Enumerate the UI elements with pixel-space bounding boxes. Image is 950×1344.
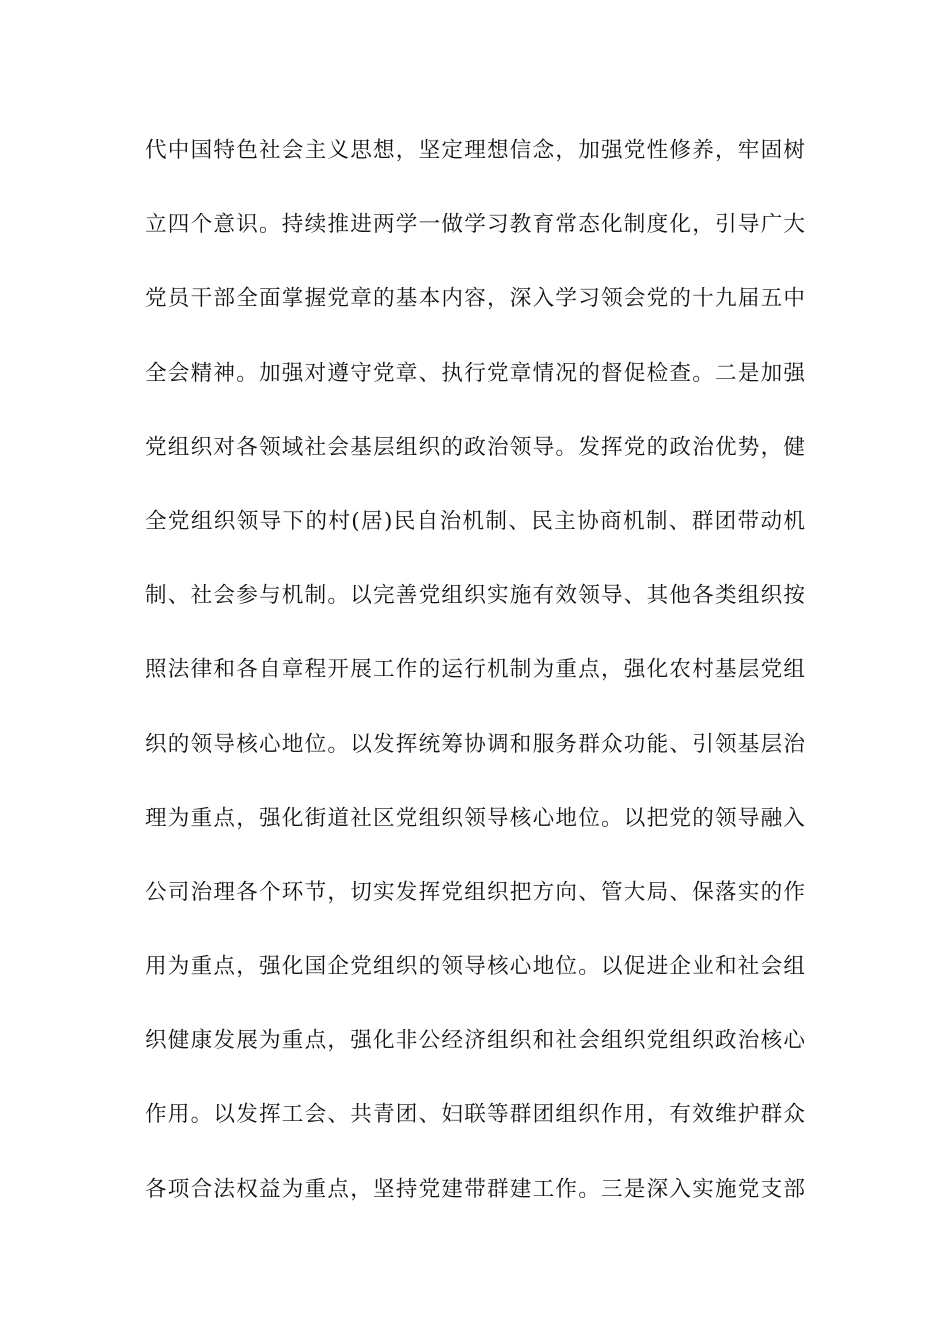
text-line-7: 制、社会参与机制。以完善党组织实施有效领导、其他各类组织按 xyxy=(145,583,805,609)
text-line-4: 全会精神。加强对遵守党章、执行党章情况的督促检查。二是加强 xyxy=(145,360,805,386)
text-line-14: 作用。以发挥工会、共青团、妇联等群团组织作用，有效维护群众 xyxy=(145,1102,805,1128)
text-line-5: 党组织对各领域社会基层组织的政治领导。发挥党的政治优势，健 xyxy=(145,434,805,460)
text-line-12: 用为重点，强化国企党组织的领导核心地位。以促进企业和社会组 xyxy=(145,954,805,980)
text-line-1: 代中国特色社会主义思想，坚定理想信念，加强党性修养，牢固树 xyxy=(145,138,805,163)
text-line-15: 各项合法权益为重点，坚持党建带群建工作。三是深入实施党支部 xyxy=(145,1176,805,1202)
text-line-3: 党员干部全面掌握党章的基本内容，深入学习领会党的十九届五中 xyxy=(145,286,805,312)
body-text xyxy=(145,131,805,1210)
text-line-10: 理为重点，强化街道社区党组织领导核心地位。以把党的领导融入 xyxy=(145,805,805,831)
text-line-8: 照法律和各自章程开展工作的运行机制为重点，强化农村基层党组 xyxy=(145,657,805,683)
text-line-11: 公司治理各个环节，切实发挥党组织把方向、管大局、保落实的作 xyxy=(145,879,805,905)
text-line-13: 织健康发展为重点，强化非公经济组织和社会组织党组织政治核心 xyxy=(145,1028,805,1054)
text-line-2: 立四个意识。持续推进两学一做学习教育常态化制度化，引导广大 xyxy=(145,212,805,238)
text-line-9: 织的领导核心地位。以发挥统筹协调和服务群众功能、引领基层治 xyxy=(145,731,805,757)
text-line-6: 全党组织领导下的村(居)民自治机制、民主协商机制、群团带动机 xyxy=(145,508,805,534)
